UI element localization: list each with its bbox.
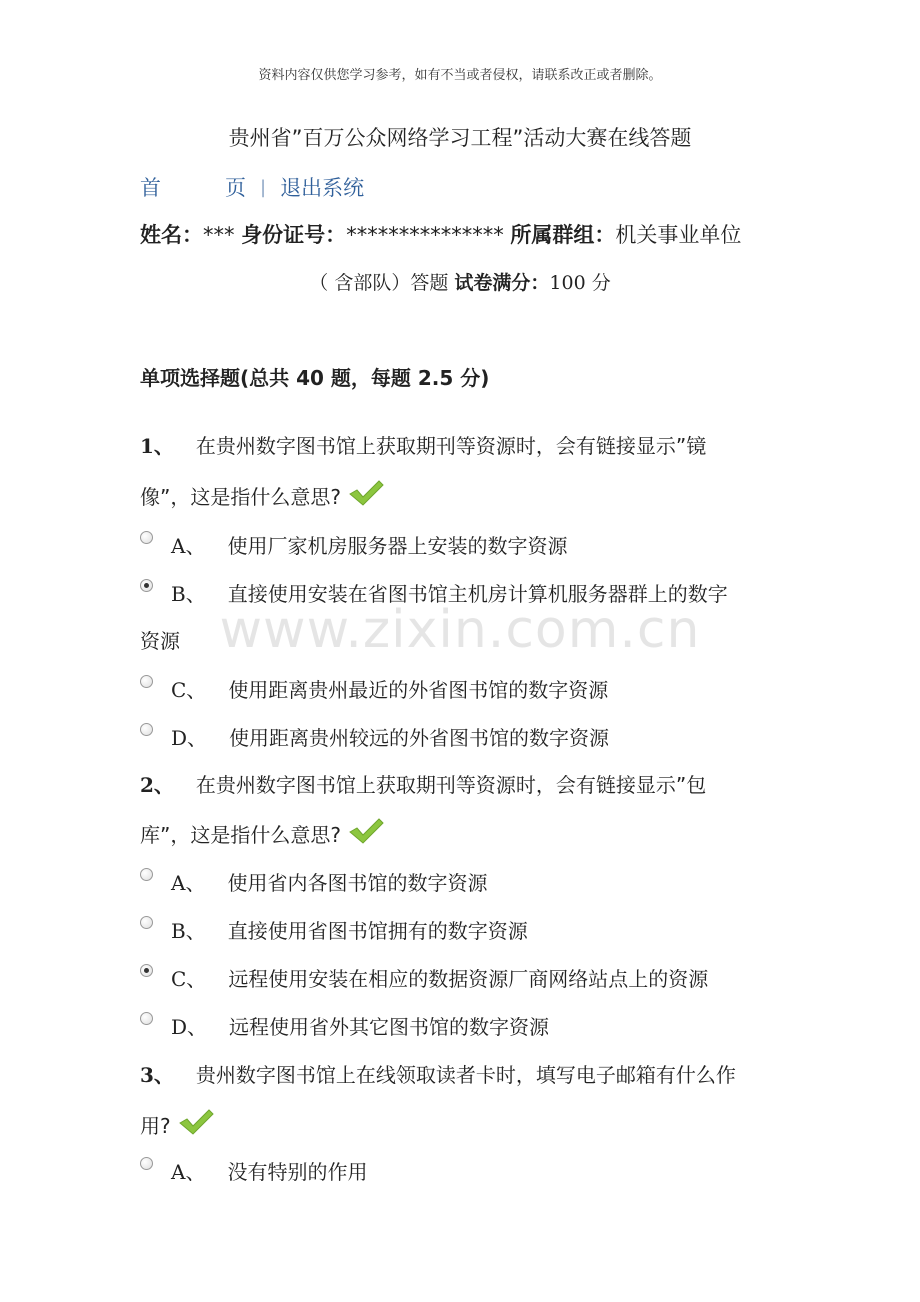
id-value: *************** [346,223,504,247]
correct-check-icon [347,478,385,508]
option-letter: C、 [171,967,207,991]
option-text: 使用距离贵州较远的外省图书馆的数字资源 [229,726,610,750]
id-label: 身份证号： [241,223,347,247]
nav-home-link-part1[interactable]: 首 [140,176,161,200]
option-letter: A、 [171,1160,206,1184]
option-2d[interactable] [140,1011,549,1040]
option-text: 直接使用安装在省图书馆主机房计算机服务器群上的数字 [227,582,728,606]
option-text: 直接使用省图书馆拥有的数字资源 [227,919,528,943]
option-1b-cont [140,625,180,654]
nav-bar [140,172,364,202]
question-3-line1 [140,1059,736,1088]
group-label: 所属群组： [510,223,616,247]
option-letter: A、 [171,871,206,895]
option-text: 使用距离贵州最近的外省图书馆的数字资源 [228,678,609,702]
question-3-line2 [140,1107,215,1139]
correct-check-icon [177,1107,215,1137]
radio-button[interactable] [140,675,153,688]
option-text: 远程使用安装在相应的数据资源厂商网络站点上的资源 [228,967,709,991]
score-label: 试卷满分： [454,272,550,294]
question-text-cont: 像”，这是指什么意思? [140,485,341,509]
user-info-line2 [0,268,920,295]
radio-button[interactable] [140,1012,153,1025]
option-1b[interactable] [140,578,728,607]
question-1-line2 [140,478,385,510]
option-text: 使用厂家机房服务器上安装的数字资源 [227,534,568,558]
question-text-cont: 用? [140,1114,171,1138]
option-1c[interactable] [140,674,608,703]
radio-button-selected[interactable] [140,964,153,977]
option-1d[interactable] [140,722,609,751]
question-number: 2、 [140,773,174,797]
name-value: *** [203,223,235,247]
option-text: 使用省内各图书馆的数字资源 [227,871,488,895]
question-text: 贵州数字图书馆上在线领取读者卡时，填写电子邮箱有什么作 [195,1063,736,1087]
question-1-line1 [140,430,706,459]
option-letter: B、 [171,919,206,943]
group-value: 机关事业单位 [615,223,742,247]
option-text-cont: 资源 [140,629,180,653]
option-letter: A、 [171,534,206,558]
option-2a[interactable] [140,867,487,896]
question-text: 在贵州数字图书馆上获取期刊等资源时，会有链接显示”镜 [195,434,707,458]
option-letter: C、 [171,678,207,702]
option-letter: B、 [171,582,206,606]
radio-button[interactable] [140,1157,153,1170]
question-number: 3、 [140,1063,174,1087]
option-text: 远程使用省外其它图书馆的数字资源 [229,1015,550,1039]
option-letter: D、 [171,1015,208,1039]
watermark: www.zixin.com.cn [219,600,701,660]
question-text-cont: 库”，这是指什么意思? [140,823,341,847]
nav-separator: | [260,176,267,198]
copyright-notice: 资料内容仅供您学习参考，如有不当或者侵权，请联系改正或者删除。 [258,68,662,83]
question-2-line1 [140,769,706,798]
option-text: 没有特别的作用 [227,1160,368,1184]
option-letter: D、 [171,726,208,750]
radio-button[interactable] [140,531,153,544]
question-2-line2 [140,816,385,848]
option-2b[interactable] [140,915,528,944]
option-2c[interactable] [140,963,708,992]
radio-button[interactable] [140,916,153,929]
radio-button[interactable] [140,723,153,736]
correct-check-icon [347,816,385,846]
question-number: 1、 [140,434,174,458]
section-heading: 单项选择题(总共 40 题，每题 2.5 分) [140,366,490,390]
name-label: 姓名： [140,223,203,247]
page-title: 贵州省”百万公众网络学习工程”活动大赛在线答题 [228,126,692,150]
nav-home-link-part2[interactable]: 页 [225,176,246,200]
question-text: 在贵州数字图书馆上获取期刊等资源时，会有链接显示”包 [195,773,707,797]
group-value-cont: （ 含部队）答题 [309,272,449,294]
nav-logout-link[interactable]: 退出系统 [280,176,365,200]
radio-button[interactable] [140,868,153,881]
option-1a[interactable] [140,530,567,559]
radio-button-selected[interactable] [140,579,153,592]
user-info-line1 [140,219,741,249]
option-3a[interactable] [140,1156,367,1185]
score-value: 100 分 [549,272,611,294]
